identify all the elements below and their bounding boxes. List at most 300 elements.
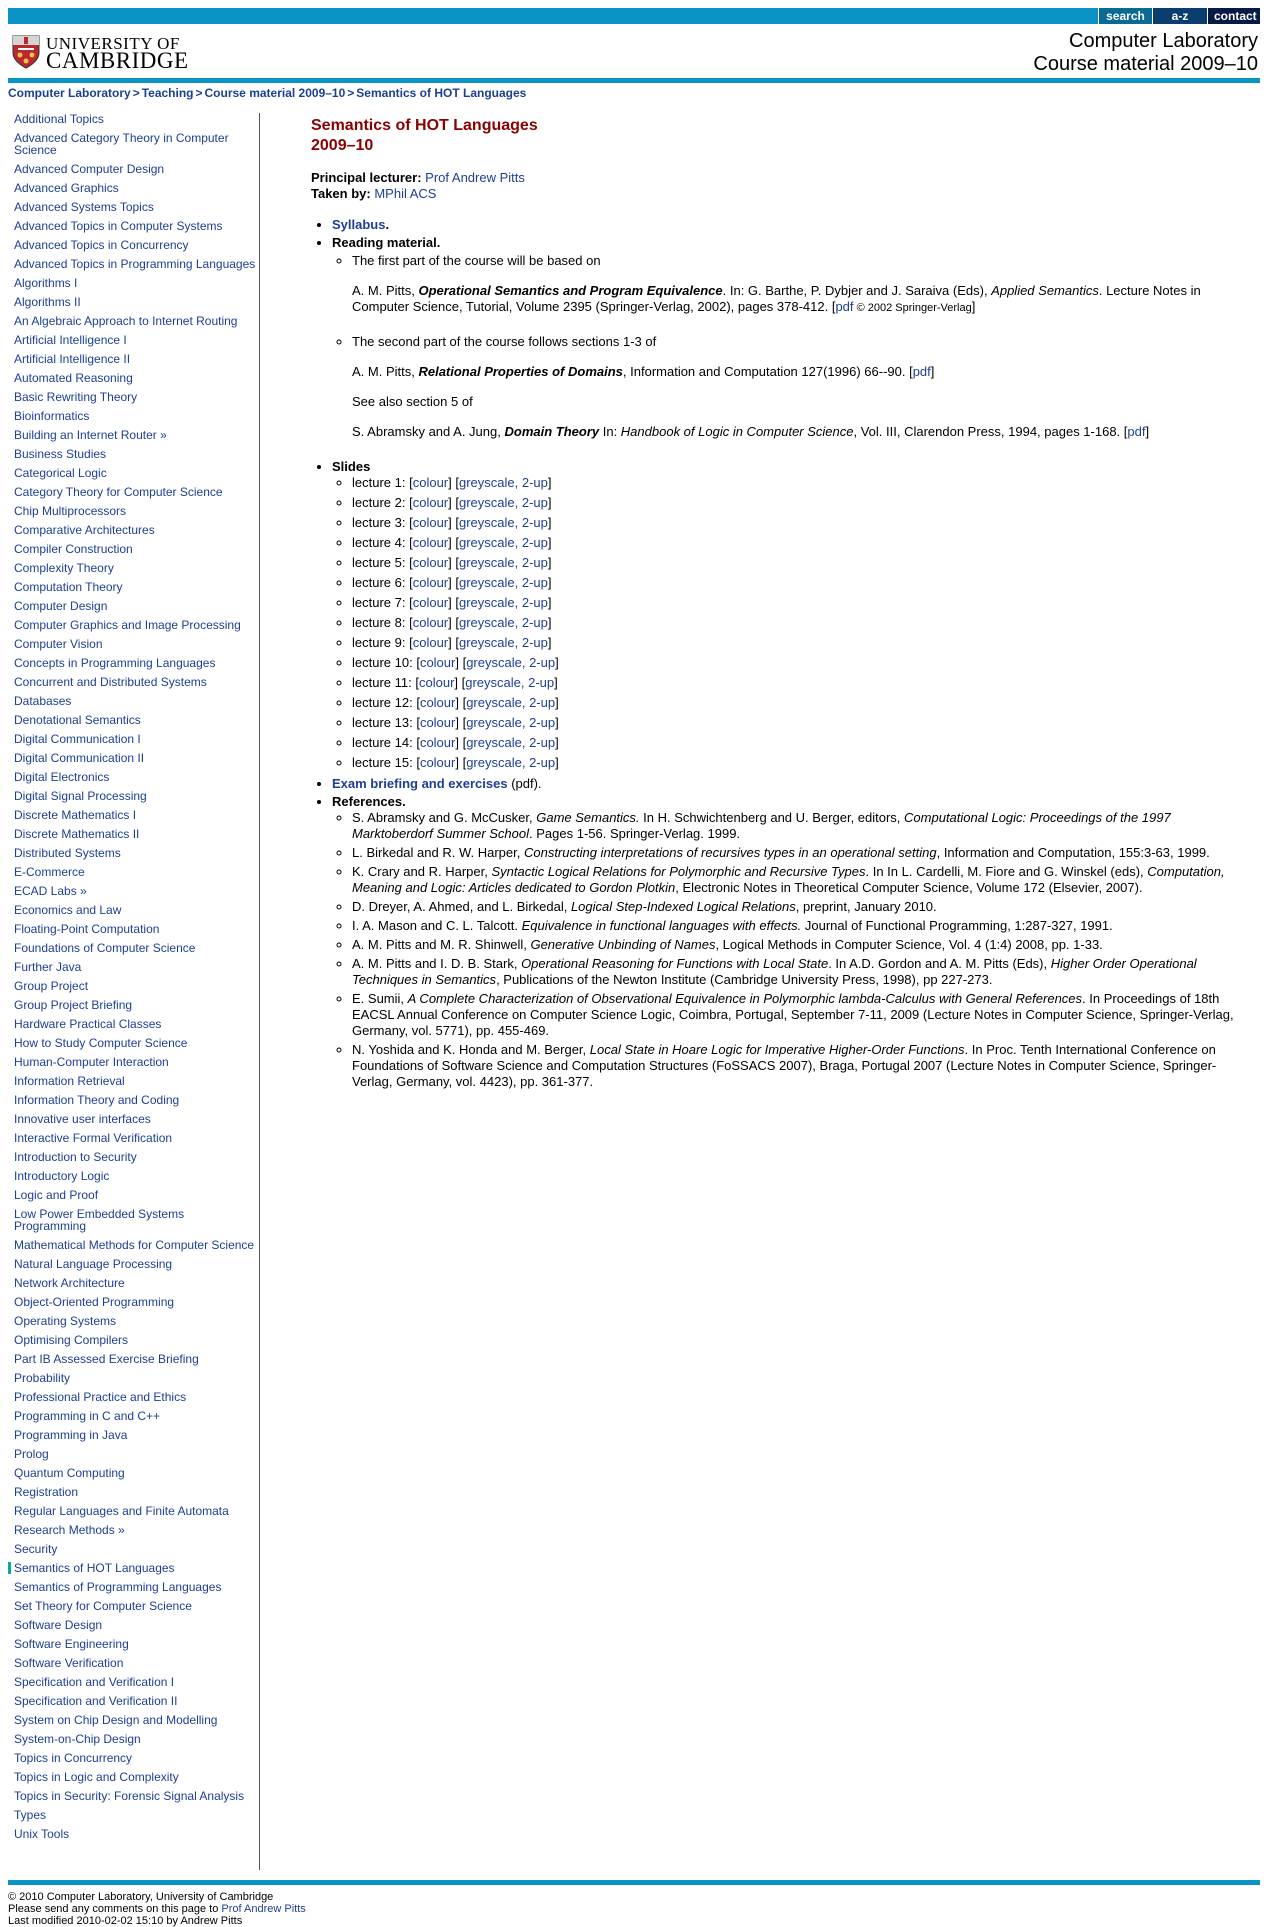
sidebar-link[interactable]: Algorithms I	[14, 276, 78, 290]
comments-contact-link[interactable]: Prof Andrew Pitts	[221, 1903, 306, 1915]
sidebar-link[interactable]: Regular Languages and Finite Automata	[14, 1504, 229, 1518]
sidebar-link[interactable]: Object-Oriented Programming	[14, 1295, 175, 1309]
sidebar-link[interactable]: Artificial Intelligence II	[14, 352, 131, 366]
exam-item: • Exam briefing and exercises (pdf).	[332, 775, 1241, 792]
sidebar-item	[8, 391, 259, 403]
greyscale-slides-link[interactable]: greyscale, 2-up	[465, 675, 555, 690]
sidebar-item	[8, 353, 259, 365]
greyscale-slides-link[interactable]: greyscale, 2-up	[458, 515, 548, 530]
syllabus-item: • Syllabus.	[332, 216, 1241, 233]
sidebar-link[interactable]: Logic and Proof	[14, 1188, 99, 1202]
top-bar	[8, 8, 1260, 24]
sidebar-link[interactable]: Discrete Mathematics I	[14, 808, 137, 822]
reference-part: I. A. Mason and C. L. Talcott.	[352, 918, 522, 933]
reference-part: , Information and Computation, 155:3-63, 1999.	[936, 845, 1210, 860]
colour-slides-link[interactable]: colour	[419, 755, 456, 770]
sidebar-item	[8, 505, 259, 517]
reference-part: , Electronic Notes in Theoretical Computer Science, Volume 172 (Elsevier, 2007).	[675, 880, 1143, 895]
sidebar-link[interactable]: Group Project	[14, 979, 89, 993]
reference-item	[352, 864, 1241, 896]
sidebar-item	[8, 1189, 259, 1201]
sidebar-link[interactable]: Artificial Intelligence I	[14, 333, 127, 347]
sidebar-item	[8, 1505, 259, 1517]
references-heading: References.	[332, 794, 406, 809]
sidebar-item	[8, 1467, 259, 1479]
sidebar-link[interactable]: Topics in Concurrency	[14, 1751, 133, 1765]
lecture-label: lecture 10:	[352, 655, 413, 670]
sidebar-link[interactable]: Software Verification	[14, 1656, 124, 1670]
lecture-item: ◦ lecture 9: [colour] [greyscale, 2-up]	[352, 635, 1241, 651]
sidebar-link[interactable]: Optimising Compilers	[14, 1333, 129, 1347]
lecture-item: ◦ lecture 10: [colour] [greyscale, 2-up]	[352, 655, 1241, 671]
colour-slides-link[interactable]: colour	[412, 555, 449, 570]
sidebar-item	[8, 1170, 259, 1182]
cambridge-shield-icon	[12, 35, 40, 69]
sidebar-item	[8, 1733, 259, 1745]
lecture-label: lecture 4:	[352, 535, 406, 550]
sidebar-link[interactable]: Advanced Topics in Computer Systems	[14, 219, 223, 233]
sidebar-item	[8, 1372, 259, 1384]
colour-slides-link[interactable]: colour	[412, 615, 449, 630]
reference-part: Logical Step-Indexed Logical Relations	[570, 899, 796, 914]
sidebar-link[interactable]: Innovative user interfaces	[14, 1112, 151, 1126]
sidebar-link[interactable]: Concurrent and Distributed Systems	[14, 675, 207, 689]
greyscale-slides-link[interactable]: greyscale, 2-up	[458, 555, 548, 570]
sidebar-link[interactable]: Distributed Systems	[14, 846, 121, 860]
reading-intro: ◦ The first part of the course will be based on	[352, 253, 601, 268]
sidebar-item	[8, 315, 259, 327]
pdf-link[interactable]: pdf	[912, 364, 931, 379]
sidebar-item	[8, 1151, 259, 1163]
sidebar-link[interactable]: Semantics of HOT Languages	[14, 1561, 175, 1575]
greyscale-slides-link[interactable]: greyscale, 2-up	[466, 695, 556, 710]
course-year: 2009–10	[311, 137, 374, 154]
lecture-item: ◦ lecture 7: [colour] [greyscale, 2-up]	[352, 595, 1241, 611]
sidebar-item	[8, 809, 259, 821]
reference-part: Computation, Meaning and Logic: Articles dedicated to Gordon Plotkin	[352, 864, 1225, 895]
reading-entry	[352, 253, 1241, 330]
sidebar-item	[8, 1619, 259, 1631]
sidebar-link[interactable]: Computer Graphics and Image Processing	[14, 618, 241, 632]
lecture-item: ◦ lecture 11: [colour] [greyscale, 2-up]	[352, 675, 1241, 691]
sidebar-item	[8, 581, 259, 593]
colour-slides-link[interactable]: colour	[419, 715, 456, 730]
sidebar-item	[8, 1828, 259, 1840]
sidebar-link[interactable]: Category Theory for Computer Science	[14, 485, 223, 499]
sidebar-item	[8, 1277, 259, 1289]
sidebar-item	[8, 163, 259, 175]
sidebar-link[interactable]: Network Architecture	[14, 1276, 125, 1290]
sidebar-item	[8, 1315, 259, 1327]
sidebar-item	[8, 1056, 259, 1068]
sidebar-link[interactable]: Topics in Logic and Complexity	[14, 1770, 179, 1784]
sidebar-link[interactable]: Security	[14, 1542, 58, 1556]
sidebar-link[interactable]: Specification and Verification I	[14, 1675, 175, 1689]
sidebar-item	[8, 1075, 259, 1087]
reference-item	[352, 1042, 1241, 1090]
sidebar-item	[8, 1429, 259, 1441]
sidebar-link[interactable]: ECAD Labs »	[14, 884, 87, 898]
lecturer-label: Principal lecturer:	[311, 170, 422, 185]
lecture-label: lecture 5:	[352, 555, 406, 570]
sidebar-link[interactable]: Advanced Topics in Concurrency	[14, 238, 189, 252]
sidebar-link[interactable]: Programming in Java	[14, 1428, 128, 1442]
takenby-link[interactable]: MPhil ACS	[374, 186, 437, 201]
greyscale-slides-link[interactable]: greyscale, 2-up	[466, 655, 556, 670]
lecture-item: ◦ lecture 5: [colour] [greyscale, 2-up]	[352, 555, 1241, 571]
sidebar-link[interactable]: System-on-Chip Design	[14, 1732, 141, 1746]
sidebar-link[interactable]: Information Theory and Coding	[14, 1093, 180, 1107]
sidebar-link[interactable]: Further Java	[14, 960, 82, 974]
reference-part: , Publications of the Newton Institute (Cambridge University Press, 1998), pp 227-273.	[496, 972, 993, 987]
sidebar-link[interactable]: Hardware Practical Classes	[14, 1017, 162, 1031]
reading-list	[332, 253, 1241, 454]
lecture-item: ◦ lecture 14: [colour] [greyscale, 2-up]	[352, 735, 1241, 751]
sidebar-link[interactable]: Registration	[14, 1485, 79, 1499]
sidebar-link[interactable]: Bioinformatics	[14, 409, 90, 423]
sidebar-link[interactable]: Quantum Computing	[14, 1466, 125, 1480]
sidebar-link[interactable]: Interactive Formal Verification	[14, 1131, 173, 1145]
sidebar-link[interactable]: Building an Internet Router »	[14, 428, 167, 442]
reference-part: Generative Unbinding of Names	[530, 937, 716, 952]
sidebar-item	[8, 1524, 259, 1536]
sidebar-link[interactable]: How to Study Computer Science	[14, 1036, 188, 1050]
sidebar-item	[8, 1037, 259, 1049]
reference-item	[352, 991, 1241, 1039]
sidebar-item	[8, 733, 259, 745]
sidebar-item	[8, 467, 259, 479]
sidebar-link[interactable]: Part IB Assessed Exercise Briefing	[14, 1352, 199, 1366]
reference-part: A Complete Characterization of Observational Equivalence in Polymorphic lambda-Calculus with General References	[407, 991, 1083, 1006]
sidebar-item	[8, 1714, 259, 1726]
lecture-item: ◦ lecture 12: [colour] [greyscale, 2-up]	[352, 695, 1241, 711]
sidebar-link[interactable]: Computation Theory	[14, 580, 123, 594]
reference-part: Computational Logic: Proceedings of the 1997 Marktoberdorf Summer School	[352, 810, 1171, 841]
reference-part: E. Sumii,	[352, 991, 408, 1006]
greyscale-slides-link[interactable]: greyscale, 2-up	[458, 475, 548, 490]
comments-line: Please send any comments on this page to Prof Andrew Pitts	[8, 1903, 306, 1915]
reference-part: Higher Order Operational Techniques in Semantics	[352, 956, 1197, 987]
lecture-item: ◦ lecture 3: [colour] [greyscale, 2-up]	[352, 515, 1241, 531]
greyscale-slides-link[interactable]: greyscale, 2-up	[466, 755, 556, 770]
sidebar-item	[8, 296, 259, 308]
page-title	[311, 116, 1241, 156]
sidebar-link[interactable]: Foundations of Computer Science	[14, 941, 196, 955]
sidebar-link[interactable]: Semantics of Programming Languages	[14, 1580, 222, 1594]
sidebar-link[interactable]: Mathematical Methods for Computer Science	[14, 1238, 255, 1252]
sidebar-link[interactable]: Professional Practice and Ethics	[14, 1390, 187, 1404]
greyscale-slides-link[interactable]: greyscale, 2-up	[458, 595, 548, 610]
sidebar-link[interactable]: Types	[14, 1808, 47, 1822]
sidebar-link[interactable]: Denotational Semantics	[14, 713, 141, 727]
sidebar-item	[8, 1132, 259, 1144]
logo-line-2: CAMBRIDGE	[46, 48, 189, 73]
sidebar-item	[8, 1562, 259, 1574]
sidebar-link[interactable]: E-Commerce	[14, 865, 85, 879]
course-sections	[311, 216, 1241, 1090]
sidebar-item	[8, 372, 259, 384]
main-content	[311, 113, 1241, 1093]
sidebar-item	[8, 619, 259, 631]
reference-part: Operational Reasoning for Functions with Local State	[521, 956, 829, 971]
sidebar-item	[8, 277, 259, 289]
lecture-item: ◦ lecture 2: [colour] [greyscale, 2-up]	[352, 495, 1241, 511]
reference-part: A. M. Pitts and M. R. Shinwell,	[352, 937, 531, 952]
reference-part: . In Proc. Tenth International Conference on Foundations of Software Science and Computation Structures (FoSSACS 2007), Braga, Portugal 2007 (Lecture Notes in Computer Science, Springer-Verlag, Germany, vol. 4423), pp. 361-377.	[352, 1042, 1217, 1089]
reference-item	[352, 918, 1241, 934]
colour-slides-link[interactable]: colour	[412, 535, 449, 550]
sidebar-link[interactable]: Information Retrieval	[14, 1074, 125, 1088]
reference-part: Journal of Functional Programming, 1:287-327, 1991.	[801, 918, 1113, 933]
sidebar-link[interactable]: Set Theory for Computer Science	[14, 1599, 192, 1613]
breadcrumb-separator: >	[347, 86, 355, 100]
a-z-link[interactable]: a-z	[1152, 8, 1207, 24]
reference-part: K. Crary and R. Harper,	[352, 864, 492, 879]
sidebar-link[interactable]: Operating Systems	[14, 1314, 117, 1328]
sidebar-link[interactable]: Automated Reasoning	[14, 371, 133, 385]
lecture-label: lecture 3:	[352, 515, 406, 530]
reference-part: . In Proceedings of 18th EACSL Annual Conference on Computer Science Logic, Coimbra, Portugal, September 7-11, 2009 (Lecture Notes in Computer Science, Springer-Verlag, Germany, vol. 5771), pp. 455-469.	[352, 991, 1234, 1038]
sidebar-item	[8, 980, 259, 992]
sidebar-link[interactable]: Concepts in Programming Languages	[14, 656, 216, 670]
reference-part: N. Yoshida and K. Honda and M. Berger,	[352, 1042, 590, 1057]
header-rule	[8, 78, 1260, 83]
sidebar-item	[8, 201, 259, 213]
sidebar-link[interactable]: Software Engineering	[14, 1637, 129, 1651]
sidebar-link[interactable]: Natural Language Processing	[14, 1257, 173, 1271]
sidebar-link[interactable]: Advanced Systems Topics	[14, 200, 154, 214]
greyscale-slides-link[interactable]: greyscale, 2-up	[458, 615, 548, 630]
sidebar-item	[8, 923, 259, 935]
colour-slides-link[interactable]: colour	[412, 595, 449, 610]
reference-part: A. M. Pitts and I. D. B. Stark,	[352, 956, 522, 971]
sidebar-item	[8, 1094, 259, 1106]
sidebar-link[interactable]: Low Power Embedded Systems Programming	[14, 1207, 185, 1233]
sidebar-item	[8, 771, 259, 783]
pdf-link[interactable]: pdf	[835, 299, 854, 314]
greyscale-slides-link[interactable]: greyscale, 2-up	[466, 735, 556, 750]
reference-part: , preprint, January 2010.	[795, 899, 937, 914]
logo-text	[46, 34, 189, 73]
greyscale-slides-link[interactable]: greyscale, 2-up	[458, 575, 548, 590]
sidebar-item	[8, 239, 259, 251]
sidebar-item	[8, 847, 259, 859]
sidebar-link[interactable]: An Algebraic Approach to Internet Routing	[14, 314, 238, 328]
sidebar-item	[8, 220, 259, 232]
colour-slides-link[interactable]: colour	[412, 475, 449, 490]
greyscale-slides-link[interactable]: greyscale, 2-up	[458, 535, 548, 550]
sidebar-link[interactable]: Computer Vision	[14, 637, 103, 651]
footer-rule	[8, 1880, 1260, 1885]
colour-slides-link[interactable]: colour	[412, 495, 449, 510]
course-sidebar	[8, 113, 260, 1870]
breadcrumb-separator: >	[132, 86, 140, 100]
sidebar-item	[8, 657, 259, 669]
references-item	[332, 793, 1241, 1090]
reading-citation: A. M. Pitts, Relational Properties of Domains, Information and Computation 127(1996) 66--90. [pdf]	[352, 364, 935, 379]
sidebar-item	[8, 1334, 259, 1346]
lecture-label: lecture 6:	[352, 575, 406, 590]
sidebar-link[interactable]: Algorithms II	[14, 295, 81, 309]
sidebar-item	[8, 904, 259, 916]
greyscale-slides-link[interactable]: greyscale, 2-up	[458, 635, 548, 650]
lecture-item: ◦ lecture 13: [colour] [greyscale, 2-up]	[352, 715, 1241, 731]
course-title: Semantics of HOT Languages	[311, 117, 538, 134]
sidebar-link[interactable]: Specification and Verification II	[14, 1694, 178, 1708]
sidebar-link[interactable]: Complexity Theory	[14, 561, 114, 575]
sidebar-item	[8, 1239, 259, 1251]
dept-line-1: Computer Laboratory	[1069, 30, 1258, 52]
last-modified: Last modified 2010-02-02 15:10 by Andrew Pitts	[8, 1915, 243, 1927]
sidebar-item	[8, 1018, 259, 1030]
lecture-label: lecture 1:	[352, 475, 406, 490]
colour-slides-link[interactable]: colour	[412, 635, 449, 650]
sidebar-item	[8, 486, 259, 498]
breadcrumb-item[interactable]: Course material 2009–10	[204, 86, 346, 100]
reference-part: . Pages 1-56. Springer-Verlag. 1999.	[529, 826, 741, 841]
reference-part: . In In L. Cardelli, M. Fiore and G. Winskel (eds),	[865, 864, 1148, 879]
lecture-label: lecture 15:	[352, 755, 413, 770]
sidebar-link[interactable]: Digital Electronics	[14, 770, 110, 784]
sidebar-link[interactable]: Discrete Mathematics II	[14, 827, 140, 841]
sidebar-link[interactable]: Introduction to Security	[14, 1150, 137, 1164]
syllabus-link[interactable]: Syllabus	[332, 217, 386, 232]
reading-see-also: See also section 5 of	[352, 394, 473, 409]
sidebar-link[interactable]: Prolog	[14, 1447, 49, 1461]
colour-slides-link[interactable]: colour	[418, 675, 455, 690]
course-meta	[311, 170, 1241, 202]
lecture-label: lecture 2:	[352, 495, 406, 510]
sidebar-link[interactable]: Comparative Architectures	[14, 523, 155, 537]
sidebar-item	[8, 1448, 259, 1460]
reading-heading: Reading material.	[332, 235, 441, 250]
colour-slides-link[interactable]: colour	[419, 655, 456, 670]
department-title	[1033, 30, 1258, 76]
sidebar-link[interactable]: Advanced Category Theory in Computer Science	[14, 131, 229, 157]
sidebar-link[interactable]: Databases	[14, 694, 72, 708]
reference-part: In H. Schwichtenberg and U. Berger, editors,	[639, 810, 905, 825]
sidebar-link[interactable]: Additional Topics	[14, 112, 104, 126]
sidebar-link[interactable]: Research Methods »	[14, 1523, 125, 1537]
lecture-item: ◦ lecture 6: [colour] [greyscale, 2-up]	[352, 575, 1241, 591]
sidebar-link[interactable]: Introductory Logic	[14, 1169, 110, 1183]
copyright: © 2010 Computer Laboratory, University of Cambridge	[8, 1891, 274, 1903]
sidebar-link[interactable]: Digital Communication I	[14, 732, 141, 746]
sidebar-item	[8, 1113, 259, 1125]
pdf-link[interactable]: pdf	[1127, 424, 1146, 439]
sidebar-link[interactable]: Categorical Logic	[14, 466, 107, 480]
breadcrumb-item[interactable]: Teaching	[141, 86, 194, 100]
reading-citation: S. Abramsky and A. Jung, Domain Theory In: Handbook of Logic in Computer Science, Vol. III, Clarendon Press, 1994, pages 1-168. [pdf]	[352, 424, 1150, 439]
colour-slides-link[interactable]: colour	[412, 575, 449, 590]
sidebar-link[interactable]: Compiler Construction	[14, 542, 133, 556]
sidebar-item	[8, 1208, 259, 1232]
sidebar-link[interactable]: Digital Communication II	[14, 751, 145, 765]
lecture-item: ◦ lecture 8: [colour] [greyscale, 2-up]	[352, 615, 1241, 631]
reference-part: S. Abramsky and G. McCusker,	[352, 810, 537, 825]
sidebar-link[interactable]: Advanced Computer Design	[14, 162, 165, 176]
sidebar-link[interactable]: Business Studies	[14, 447, 107, 461]
lecture-label: lecture 13:	[352, 715, 413, 730]
reference-item	[352, 956, 1241, 988]
breadcrumb-item[interactable]: Semantics of HOT Languages	[356, 86, 527, 100]
lecture-label: lecture 11:	[352, 675, 412, 690]
sidebar-item	[8, 258, 259, 270]
sidebar-item	[8, 714, 259, 726]
sidebar-link[interactable]: Basic Rewriting Theory	[14, 390, 138, 404]
course-list	[8, 113, 259, 1840]
reading-entry	[352, 334, 1241, 454]
sidebar-item	[8, 334, 259, 346]
contact-link[interactable]: contact	[1207, 8, 1260, 24]
sidebar-link[interactable]: Programming in C and C++	[14, 1409, 161, 1423]
sidebar-link[interactable]: Topics in Security: Forensic Signal Analysis	[14, 1789, 245, 1803]
sidebar-item	[8, 1410, 259, 1422]
references-list	[332, 810, 1241, 1090]
breadcrumb-item[interactable]: Computer Laboratory	[8, 86, 131, 100]
sidebar-link[interactable]: Probability	[14, 1371, 71, 1385]
sidebar-item	[8, 182, 259, 194]
colour-slides-link[interactable]: colour	[419, 735, 456, 750]
reference-part: Equivalence in functional languages with effects.	[521, 918, 802, 933]
sidebar-link[interactable]: Advanced Topics in Programming Languages	[14, 257, 256, 271]
sidebar-item	[8, 1790, 259, 1802]
reference-part: L. Birkedal and R. W. Harper,	[352, 845, 524, 860]
sidebar-link[interactable]: Group Project Briefing	[14, 998, 133, 1012]
sidebar-link[interactable]: Chip Multiprocessors	[14, 504, 127, 518]
reference-part: Syntactic Logical Relations for Polymorphic and Recursive Types	[491, 864, 866, 879]
sidebar-item	[8, 638, 259, 650]
breadcrumb-separator: >	[195, 86, 203, 100]
sidebar-link[interactable]: Unix Tools	[14, 1827, 70, 1841]
sidebar-link[interactable]: Floating-Point Computation	[14, 922, 160, 936]
sidebar-link[interactable]: Human-Computer Interaction	[14, 1055, 169, 1069]
sidebar-link[interactable]: Advanced Graphics	[14, 181, 119, 195]
search-link[interactable]: search	[1098, 8, 1152, 24]
lecture-label: lecture 14:	[352, 735, 413, 750]
sidebar-item	[8, 113, 259, 125]
sidebar-item	[8, 1581, 259, 1593]
lecturer-link[interactable]: Prof Andrew Pitts	[425, 170, 525, 185]
sidebar-item	[8, 1543, 259, 1555]
greyscale-slides-link[interactable]: greyscale, 2-up	[458, 495, 548, 510]
colour-slides-link[interactable]: colour	[412, 515, 449, 530]
slides-item	[332, 458, 1241, 771]
university-logo[interactable]	[12, 34, 189, 73]
breadcrumb	[8, 86, 526, 100]
sidebar-item	[8, 132, 259, 156]
colour-slides-link[interactable]: colour	[419, 695, 456, 710]
sidebar-item	[8, 410, 259, 422]
reference-part: Constructing interpretations of recursives types in an operational setting	[523, 845, 937, 860]
sidebar-link[interactable]: System on Chip Design and Modelling	[14, 1713, 218, 1727]
sidebar-item	[8, 828, 259, 840]
sidebar-link[interactable]: Digital Signal Processing	[14, 789, 147, 803]
sidebar-item	[8, 1486, 259, 1498]
sidebar-item	[8, 1771, 259, 1783]
sidebar-item	[8, 448, 259, 460]
reference-item	[352, 937, 1241, 953]
sidebar-link[interactable]: Software Design	[14, 1618, 103, 1632]
lecture-item: ◦ lecture 1: [colour] [greyscale, 2-up]	[352, 475, 1241, 491]
sidebar-item	[8, 543, 259, 555]
lecture-item: ◦ lecture 15: [colour] [greyscale, 2-up]	[352, 755, 1241, 771]
sidebar-item	[8, 1391, 259, 1403]
sidebar-link[interactable]: Computer Design	[14, 599, 108, 613]
exam-link[interactable]: Exam briefing and exercises	[332, 776, 508, 791]
sidebar-link[interactable]: Economics and Law	[14, 903, 122, 917]
greyscale-slides-link[interactable]: greyscale, 2-up	[466, 715, 556, 730]
